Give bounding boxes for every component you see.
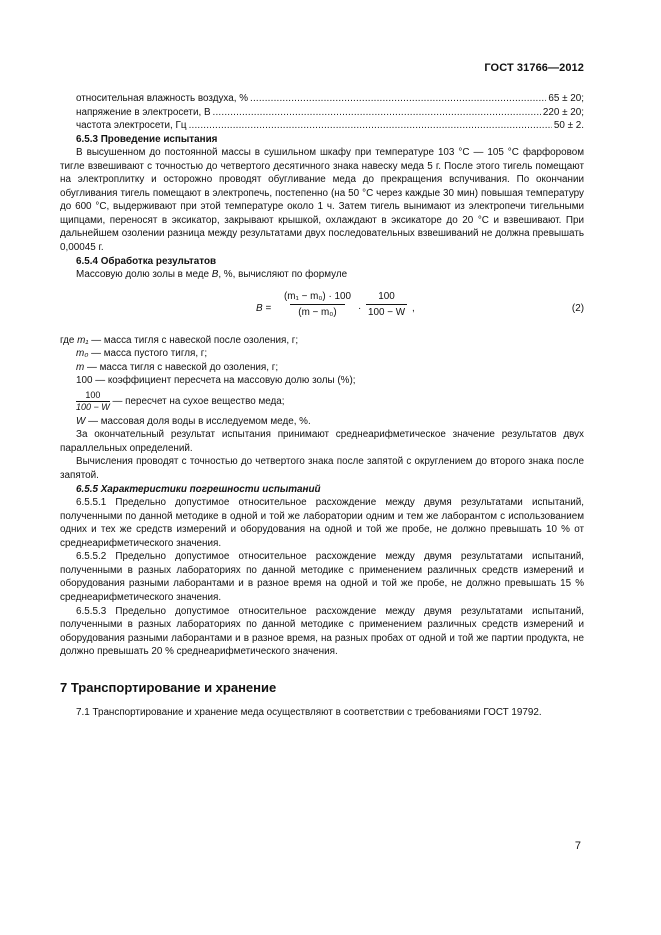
formula-fraction-1 <box>282 290 353 320</box>
fraction-numerator: 100 <box>378 290 395 302</box>
page-number: 7 <box>574 840 581 852</box>
fraction-numerator: (m₁ − m₀) · 100 <box>284 290 351 302</box>
condition-value: 65 ± 20; <box>548 93 584 104</box>
where-description: — масса тигля с навеской после озоления, г; <box>88 334 299 346</box>
where-symbol: m₁ <box>77 334 89 346</box>
paragraph-rounding: Вычисления проводят с точностью до четвертого знака после запятой с округлением до второго знака после запятой. <box>60 456 584 482</box>
paragraph-7-1: 7.1 Транспортирование и хранение меда осуществляют в соответствии с требованиями ГОСТ 19792. <box>76 707 542 719</box>
condition-label: напряжение в электросети, В <box>76 106 211 118</box>
formula-intro-text-end: , %, вычисляют по формуле <box>218 269 348 281</box>
condition-voltage <box>60 106 584 120</box>
formula-fraction-2 <box>366 290 407 320</box>
condition-value: 220 ± 20; <box>542 106 584 118</box>
paragraph-final-result: За окончательный результат испытания принимают среднеарифметическое значение результатов двух параллельных определений. <box>60 429 584 454</box>
where-description: — масса тигля с навеской до озоления, г; <box>84 361 279 373</box>
formula-intro <box>60 268 584 282</box>
condition-humidity <box>60 92 584 106</box>
where-description: — масса пустого тигля, г; <box>88 348 208 360</box>
where-prefix: где <box>60 334 78 346</box>
where-item-m1 <box>60 334 584 348</box>
formula-lhs: B = <box>256 302 272 314</box>
formula-comma: , <box>412 302 415 314</box>
page-content <box>60 92 584 720</box>
small-fraction <box>76 390 110 413</box>
paragraph-6-5-5-2: 6.5.5.2 Предельно допустимое относительное расхождение между двумя результатами испытаний, полученными в разных лабораториях по данной методике с применением различных средств измерений и оборудования разными лаборантами и в разное время на одной и той же пробе, не должно превышать 15 % среднеарифметического значения. <box>60 551 584 603</box>
section-heading-6-5-5: 6.5.5 Характеристики погрешности испытаний <box>76 483 321 495</box>
where-symbol: 100 <box>76 375 93 387</box>
where-symbol: m₀ <box>76 348 89 360</box>
section-heading-6-5-4: 6.5.4 Обработка результатов <box>76 255 217 267</box>
fraction-denominator: (m − m₀) <box>290 304 344 320</box>
paragraph-6-5-5-3: 6.5.5.3 Предельно допустимое относительное расхождение между двумя результатами испытаний, полученными в разных лабораториях по данной методике с применением различных средств измерений и оборудования разными лаборантами и в разное время, на разных пробах от одной и той же партии продукта, не должно превышать 20 % среднеарифметического значения. <box>60 605 584 658</box>
fraction-denominator: 100 − W <box>76 401 110 412</box>
where-description: — пересчет на сухое вещество меда; <box>109 395 285 407</box>
fraction-numerator: 100 <box>85 389 101 400</box>
formula-intro-text: Массовую долю золы в меде <box>76 269 212 281</box>
where-item-m <box>60 361 584 375</box>
where-item-dry-fraction <box>60 390 584 413</box>
condition-frequency <box>60 119 584 133</box>
paragraph-6-5-5-1: 6.5.5.1 Предельно допустимое относительное расхождение между двумя результатами испытаний, полученными по данной методике в одной и той же лаборатории одним и тем же лаборантом с использованием одних и тех же средств измерений и оборудования на одной и той же пробе, не должно превышать 10 % от среднеарифметического значения. <box>60 497 584 549</box>
leader-dots <box>250 92 546 106</box>
leader-dots <box>213 106 541 120</box>
formula-multiply: · <box>358 302 362 314</box>
equation-number: (2) <box>571 302 584 314</box>
where-item-m0 <box>60 347 584 361</box>
section-heading-7: 7 Транспортирование и хранение <box>60 679 277 695</box>
ash-formula <box>60 288 584 330</box>
where-description: — массовая доля воды в исследуемом меде, %. <box>85 415 311 427</box>
where-description: — коэффициент пересчета на массовую долю золы (%); <box>92 375 356 387</box>
section-heading-6-5-3: 6.5.3 Проведение испытания <box>76 133 218 145</box>
document-code: ГОСТ 31766—2012 <box>484 62 584 74</box>
condition-label: относительная влажность воздуха, % <box>76 93 249 104</box>
leader-dots <box>189 119 552 133</box>
formula-intro-variable: B <box>211 269 219 281</box>
where-symbol: W <box>76 415 86 427</box>
where-item-100 <box>60 374 584 388</box>
paragraph-test-procedure: В высушенном до постоянной массы в сушильном шкафу при температуре 103 °С — 105 °С фарфоровом тигле взвешивают с точностью до четвертого десятичного знака навеску меда 5 г. После этого тигель помещают на электроплитку и осторожно проводят обугливание меда до прекращения вспучивания. По окончании обугливания тигель помещают в электропечь, постепенно (на 50 °С через каждые 30 мин) повышая температуру до 600 °С, выдерживают при этой температуре около 1 ч. Затем тигель вынимают из электропечи тигельными щипцами, переносят в эксикатор, закрывают крышкой, охлаждают в эксикаторе до 20 °С и взвешивают. При дальнейшем озолении разница между результатами двух последовательных взвешиваний не должна превышать 0,00045 г. <box>60 147 584 254</box>
fraction-denominator: 100 − W <box>366 304 407 320</box>
condition-label: частота электросети, Гц <box>76 120 187 132</box>
condition-value: 50 ± 2. <box>553 120 584 132</box>
where-symbol: m <box>76 361 85 373</box>
where-item-W <box>60 415 584 429</box>
